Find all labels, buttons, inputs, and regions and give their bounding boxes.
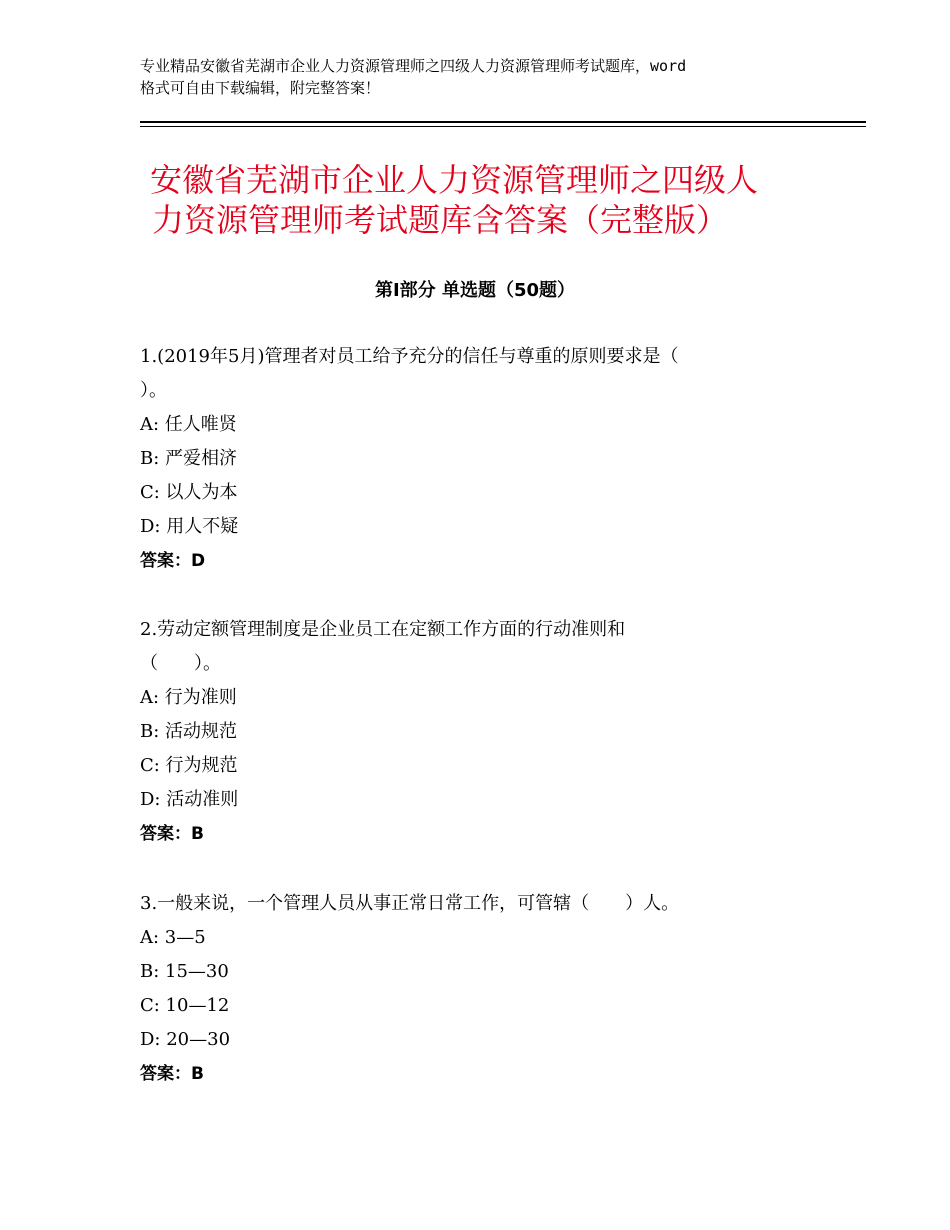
question-stem	[140, 340, 830, 408]
question-stem	[140, 613, 830, 681]
question-3	[140, 887, 830, 1091]
answer-key: 答案：D	[140, 551, 206, 571]
document-title-line-2: 力资源管理师考试题库含答案（完整版）	[152, 201, 729, 239]
question-2	[140, 613, 830, 851]
answer-key: 答案：B	[140, 824, 204, 844]
question-stem-line-1: 1.(2019年5月)管理者对员工给予充分的信任与尊重的原则要求是（	[140, 346, 679, 367]
option-b: B: 15—30	[140, 961, 229, 982]
option-a: A: 行为准则	[140, 687, 237, 708]
option-c: C: 以人为本	[140, 482, 238, 503]
option-b: B: 活动规范	[140, 721, 238, 742]
option-b: B: 严爱相济	[140, 448, 238, 469]
option-d: D: 20—30	[140, 1029, 231, 1050]
question-stem	[140, 887, 830, 921]
option-a: A: 3—5	[140, 927, 206, 948]
option-c: C: 10—12	[140, 995, 230, 1016]
document-title-line-1: 安徽省芜湖市企业人力资源管理师之四级人	[150, 161, 759, 199]
option-d: D: 用人不疑	[140, 516, 239, 537]
question-1	[140, 340, 830, 578]
option-d: D: 活动准则	[140, 789, 239, 810]
header-note-line-1: 专业精品安徽省芜湖市企业人力资源管理师之四级人力资源管理师考试题库，word	[140, 57, 687, 75]
question-stem-line-1: 2.劳动定额管理制度是企业员工在定额工作方面的行动准则和	[140, 619, 626, 640]
question-stem-line-1: 3.一般来说，一个管理人员从事正常日常工作，可管辖（ ）人。	[140, 893, 680, 914]
header-divider-thin	[140, 126, 866, 127]
header-note-line-2: 格式可自由下载编辑，附完整答案！	[140, 79, 381, 97]
option-c: C: 行为规范	[140, 755, 238, 776]
document-title	[150, 160, 830, 240]
option-a: A: 任人唯贤	[140, 414, 237, 435]
answer-key: 答案：B	[140, 1064, 204, 1084]
question-stem-line-2: ）。	[140, 380, 167, 401]
section-heading: 第Ⅰ部分 单选题（50题）	[374, 280, 575, 301]
question-stem-line-2: （ ）。	[140, 653, 221, 674]
header-note	[140, 55, 830, 99]
header-divider-thick	[140, 121, 866, 123]
